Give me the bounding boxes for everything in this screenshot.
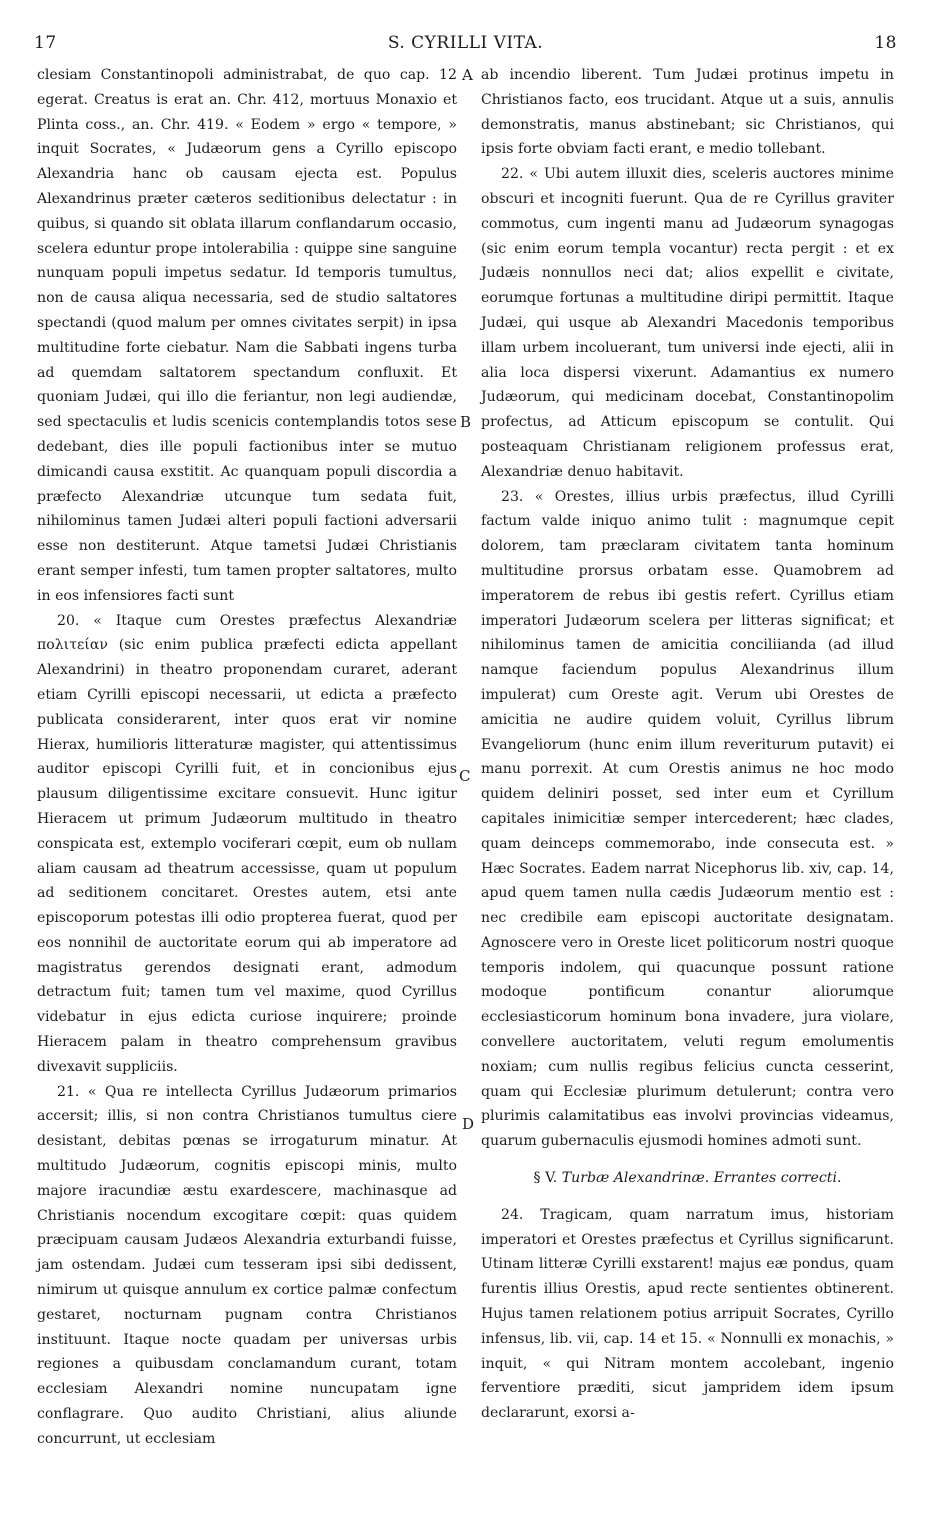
running-title: S. CYRILLI VITA. — [387, 33, 544, 53]
margin-letter-b: B — [460, 413, 472, 431]
right-paragraph-22: 22. « Ubi autem illuxit dies, sceleris auctores minime obscuri et incogniti fuerunt. Qua de re Cyrillus graviter commotus, cum ingenti manu ad Judæorum synagogas (sic enim eorum templa vocantur) recta pergit : et ex Judæis nonnullos neci dat; alios expellit e civitate, eorumque fortunas a multitudine diripi permittit. Itaque Judæi, qui usque ab Alexandri Macedonis temporibus illam urbem incoluerant, tum universi inde ejecti, alii in alia loca dispersi vixerunt. Adamantius ex numero Judæorum, qui medicinam docebat, Constantinopolim profectus, ad Atticum episcopum se contulit. Qui posteaquam Christianam religionem professus erat, Alexandriæ denuo habitavit. — [481, 166, 894, 480]
margin-letter-a: A — [462, 66, 473, 84]
left-paragraph-21: 21. « Qua re intellecta Cyrillus Judæorum primarios accersit; illis, si non contra Christianos tumultus ciere desistant, debitas pœnas se irrogaturum minatur. At multitudo Judæorum, cognitis episcopi minis, multo majore iracundiæ æstu exardescere, machinasque ad Christianis nocendum excogitare cœpit: quas quidem præcipuam causam Judæos Alexandria exturbandi fuisse, jam ostendam. Judæi cum tesseram ipsi sibi dedissent, nimirum ut quisque annulum ex cortice palmæ confectum gestaret, nocturnam pugnam contra Christianos instituunt. Itaque nocte quadam per universas urbis regiones a quibusdam conclamandum curant, totam ecclesiam Alexandri nomine nuncupatam igne conflagrare. Quo audito Christiani, alius aliunde concurrunt, ut ecclesiam — [37, 1083, 457, 1447]
section-number: § V. — [533, 1170, 558, 1187]
section-title: Turbæ Alexandrinæ. Errantes correcti. — [561, 1170, 842, 1187]
right-paragraph-continuation: ab incendio liberent. Tum Judæi protinus impetu in Christianos facto, eos trucidant. Atque ut a suis, annulis demonstratis, manus abstinebant; sic Christianos, qui ipsis forte obviam facti erant, e medio tollebant. — [481, 67, 894, 158]
page-number-right: 18 — [874, 33, 897, 53]
left-paragraph-20: 20. « Itaque cum Orestes præfectus Alexandriæ πολιτείαν (sic enim publica præfecti edicta appellant Alexandrini) in theatro proponendam curaret, aderant etiam Cyrilli episcopi necessarii, ut edicta a præfecto publicata considerarent, inter quos erat vir nomine Hierax, humilioris litteraturæ magister, qui attentissimus auditor episcopi Cyrilli fuit, et in concionibus ejus plausum diligentissime excitare consuevit. Hunc igitur Hieracem ut primum Judæorum multitudo in theatro conspicata est, extemplo vociferari cœpit, eum ob nullam aliam causam ad theatrum accessisse, quam ut populum ad seditionem concitaret. Orestes autem, etsi ante episcoporum potestas illi odio propterea fuerat, quod per eos nonnihil de auctoritate eorum qui ab imperatore ad magistratus gerendos designati erant, admodum detractum fuit; tamen tum vel maxime, quod Cyrillus videbatur in ejus edicta curiose inquirere; proinde Hieracem palam in theatro comprehensum gravibus divexavit suppliciis. — [37, 612, 457, 1075]
right-column — [481, 63, 894, 1426]
left-column — [37, 63, 457, 1452]
margin-letter-c: C — [459, 767, 471, 785]
left-paragraph-continuation: clesiam Constantinopoli administrabat, de quo cap. 12 egerat. Creatus is erat an. Chr. 412, mortuus Monaxio et Plinta coss., an. Chr. 419. « Eodem » ergo « tempore, » inquit Socrates, « Judæorum gens a Cyrillo episcopo Alexandria hanc ob causam ejecta est. Populus Alexandrinus præter cæteros seditionibus delectatur : in quibus, si quando sit oblata illarum conflandarum occasio, scelera eduntur prope intolerabilia : quippe sine sanguine nunquam populi impetus sedatur. Id temporis tumultus, non de causa aliqua necessaria, sed de studio saltatores spectandi (quod malum per omnes civitates serpit) in ipsa multitudine forte ciebatur. Nam die Sabbati ingens turba ad quemdam saltatorem spectandum confluxit. Et quoniam Judæi, qui illo die feriantur, non legi audiendæ, sed spectaculis et ludis scenicis contemplandis totos sese dedebant, dies ille populi factionibus inter se mutuo dimicandi causa exstitit. Ac quanquam populi discordia a præfecto Alexandriæ utcunque tum sedata fuit, nihilominus tamen Judæi alteri populi factioni adversarii esse non destiterunt. Atque tametsi Judæi Christianis erant semper infesti, tum tamen propter saltatores, multo in eos infensiores facti sunt — [37, 67, 457, 604]
right-paragraph-24: 24. Tragicam, quam narratum imus, historiam imperatori et Orestes præfectus et Cyrillus significarunt. Utinam litteræ Cyrilli exstarent! majus eæ pondus, quam furentis illius Orestis, apud recte sentientes obtinerent. Hujus tamen relationem potius arripuit Socrates, Cyrillo infensus, lib. vii, cap. 14 et 15. « Nonnulli ex monachis, » inquit, « qui Nitram montem accolebant, ingenio ferventiore præditi, sicut jampridem idem ipsum declararunt, exorsi a- — [481, 1206, 894, 1422]
page-header — [34, 33, 897, 59]
right-paragraph-23: 23. « Orestes, illius urbis præfectus, illud Cyrilli factum valde iniquo animo tulit : magnumque cepit dolorem, tam præclaram civitatem tanta hominum multitudine prorsus orbatam esse. Quamobrem ad imperatorem de rebus ibi gestis refert. Cyrillus etiam imperatori Judæorum scelera per litteras significat; et nihilominus tamen de amicitia conciliianda (ad illud namque faciendum populus Alexandrinus illum impulerat) cum Oreste agit. Verum ubi Orestes de amicitia ne audire quidem voluit, Cyrillus librum Evangeliorum (hunc enim illum reveriturum putavit) ei manu porrexit. At cum Orestis animus ne hoc modo quidem deliniri posset, sed inter eum et Cyrillum capitales inimicitiæ semper intercederent; hæc clades, quam deinceps commemorabo, inde consecuta est. » Hæc Socrates. Eadem narrat Nicephorus lib. xiv, cap. 14, apud quem tamen nulla cædis Judæorum mentio est : nec credibile eam episcopi auctoritate designatam. Agnoscere vero in Oreste licet politicorum nostri quoque temporis indolem, qui quacunque possunt ratione modoque pontificum conantur aliorumque ecclesiasticorum hominum bona invadere, jura violare, convellere auctoritatem, veluti regum emolumentis noxiam; cum nullis regibus felicius cuncta cesserint, quam qui Ecclesiæ plurimum detulerunt; contra vero plurimis calamitatibus eas involvi provincias videamus, quarum gubernaculis ejusmodi homines admoti sunt. — [481, 488, 894, 1150]
page-number-left: 17 — [34, 33, 57, 53]
margin-letter-d: D — [462, 1115, 475, 1133]
section-heading — [481, 1166, 894, 1191]
